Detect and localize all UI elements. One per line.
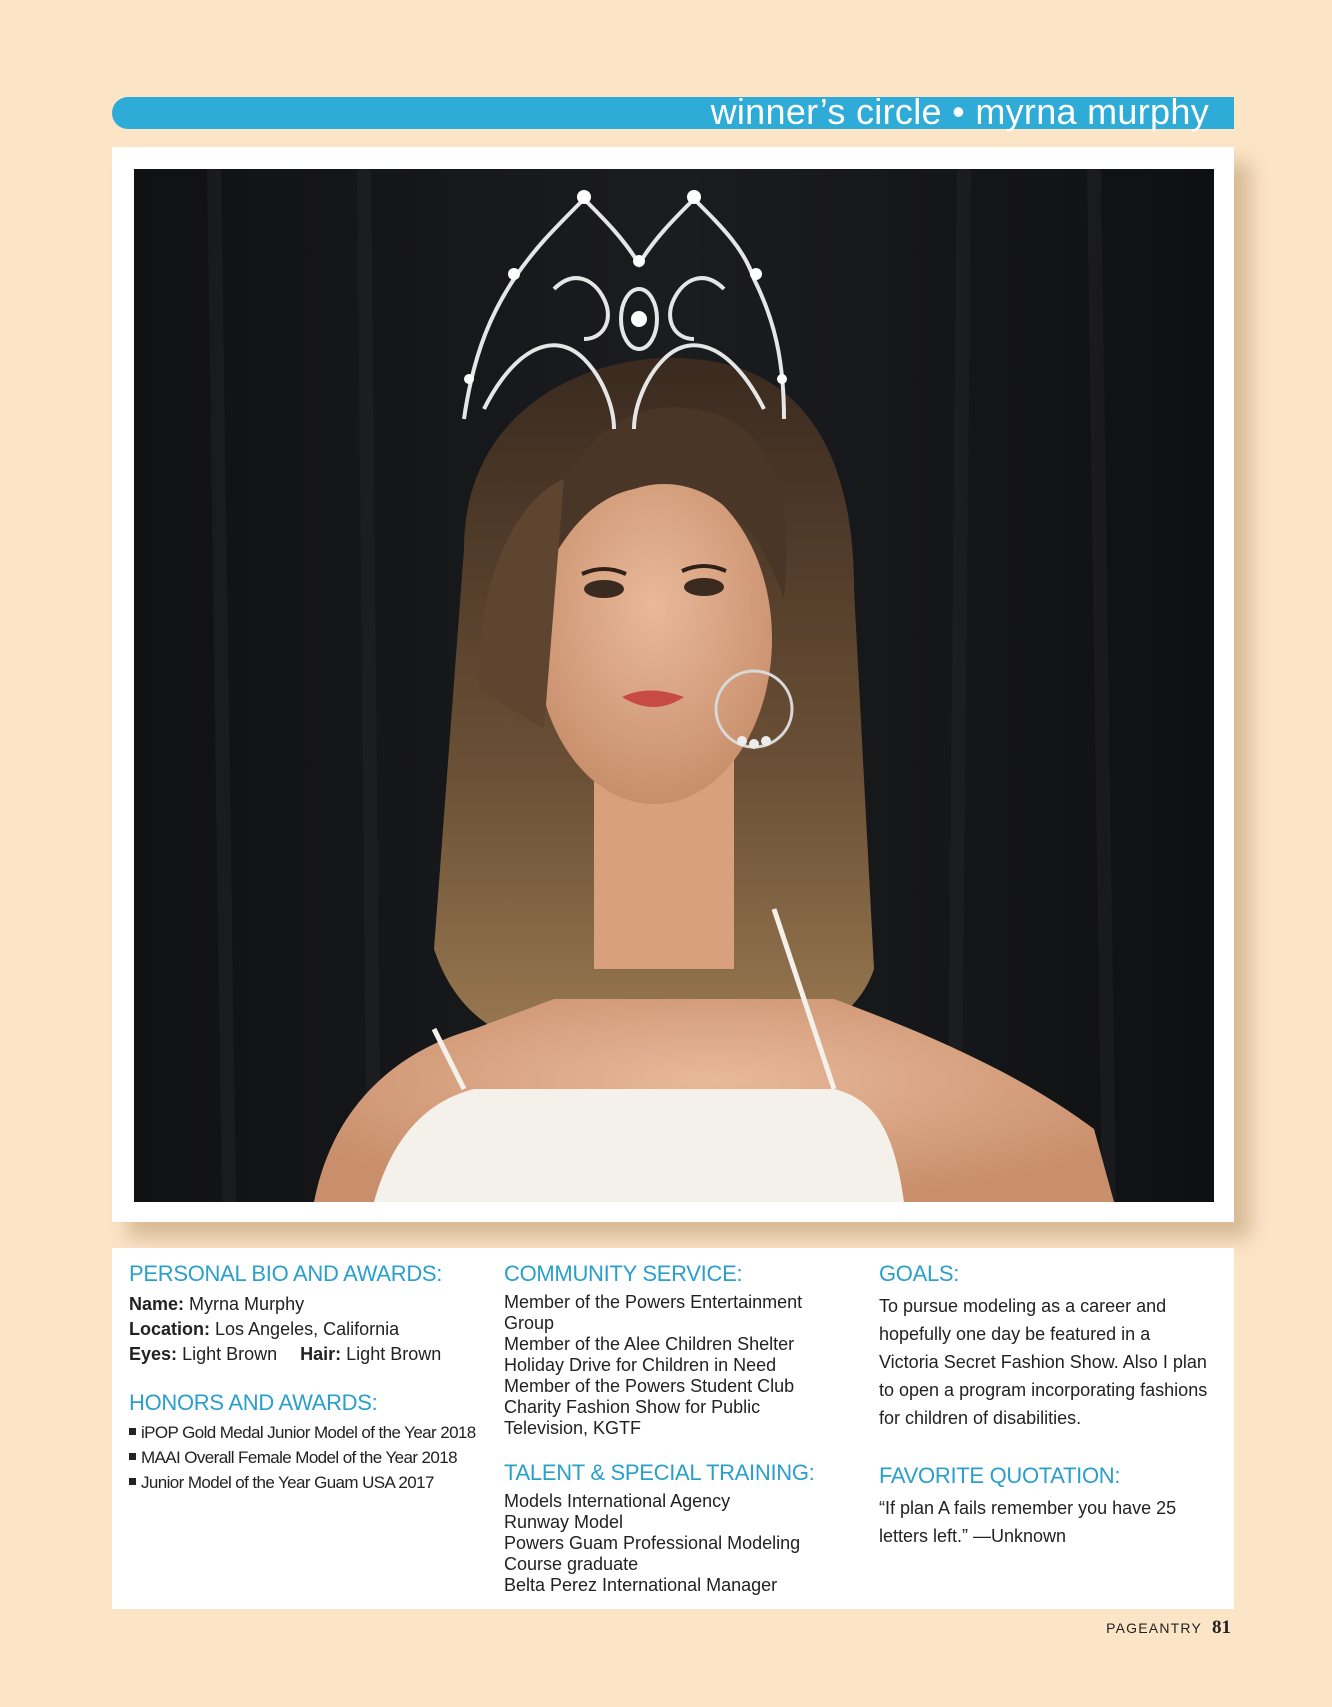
community-column [504,1260,834,1596]
talent-section [504,1459,834,1596]
hair-value: Light Brown [346,1344,442,1364]
talent-line: Runway Model [504,1512,624,1532]
community-heading: COMMUNITY SERVICE: [504,1261,743,1286]
honor-item: MAAI Overall Female Model of the Year 2018 [129,1446,479,1470]
bio-name [129,1292,479,1317]
page-footer [1106,1617,1231,1639]
hair-label: Hair: [300,1344,342,1364]
honors-section [129,1389,479,1495]
bio-heading: PERSONAL BIO AND AWARDS: [129,1261,443,1286]
location-value: Los Angeles, California [215,1319,400,1339]
portrait-photo [134,169,1214,1202]
bio-eyes-hair [129,1342,479,1367]
community-line: Member of the Alee Children Shelter [504,1334,795,1354]
community-line: Holiday Drive for Children in Need [504,1355,777,1375]
talent-line: Course graduate [504,1554,639,1574]
quotation-section [879,1462,1209,1550]
community-line: Television, KGTF [504,1418,642,1438]
location-label: Location: [129,1319,210,1339]
quotation-heading: FAVORITE QUOTATION: [879,1463,1121,1488]
community-line: Member of the Powers Student Club [504,1376,795,1396]
header-bar [112,91,1234,132]
name-label: Name: [129,1294,185,1314]
square-bullet-icon [129,1453,136,1460]
bio-column [129,1260,479,1496]
community-line: Member of the Powers Entertainment [504,1292,803,1312]
talent-line: Models International Agency [504,1491,731,1511]
magazine-name: PAGEANTRY [1106,1620,1202,1636]
talent-line: Belta Perez International Manager [504,1575,778,1595]
community-line: Group [504,1313,555,1333]
profile-panel [112,1248,1234,1609]
page-number: 81 [1212,1617,1231,1638]
quotation-text: “If plan A fails remember you have 25 letters left.” —Unknown [879,1498,1177,1546]
honor-item: iPOP Gold Medal Junior Model of the Year 2018 [129,1421,479,1445]
honors-heading: HONORS AND AWARDS: [129,1390,378,1415]
talent-heading: TALENT & SPECIAL TRAINING: [504,1460,815,1485]
eyes-value: Light Brown [182,1344,278,1364]
square-bullet-icon [129,1478,136,1485]
square-bullet-icon [129,1428,136,1435]
eyes-label: Eyes: [129,1344,178,1364]
community-line: Charity Fashion Show for Public [504,1397,761,1417]
name-value: Myrna Murphy [189,1294,305,1314]
honor-item: Junior Model of the Year Guam USA 2017 [129,1471,479,1495]
bio-location [129,1317,479,1342]
photo-frame [112,147,1234,1222]
talent-line: Powers Guam Professional Modeling [504,1533,801,1553]
page-title: winner’s circle • myrna murphy [710,91,1209,132]
goals-heading: GOALS: [879,1261,960,1286]
goals-column [879,1260,1209,1550]
goals-text: To pursue modeling as a career and hopefully one day be featured in a Victoria Secret Fashion Show. Also I plan to open a program incorporating fashions for children of disabilities. [879,1296,1208,1428]
